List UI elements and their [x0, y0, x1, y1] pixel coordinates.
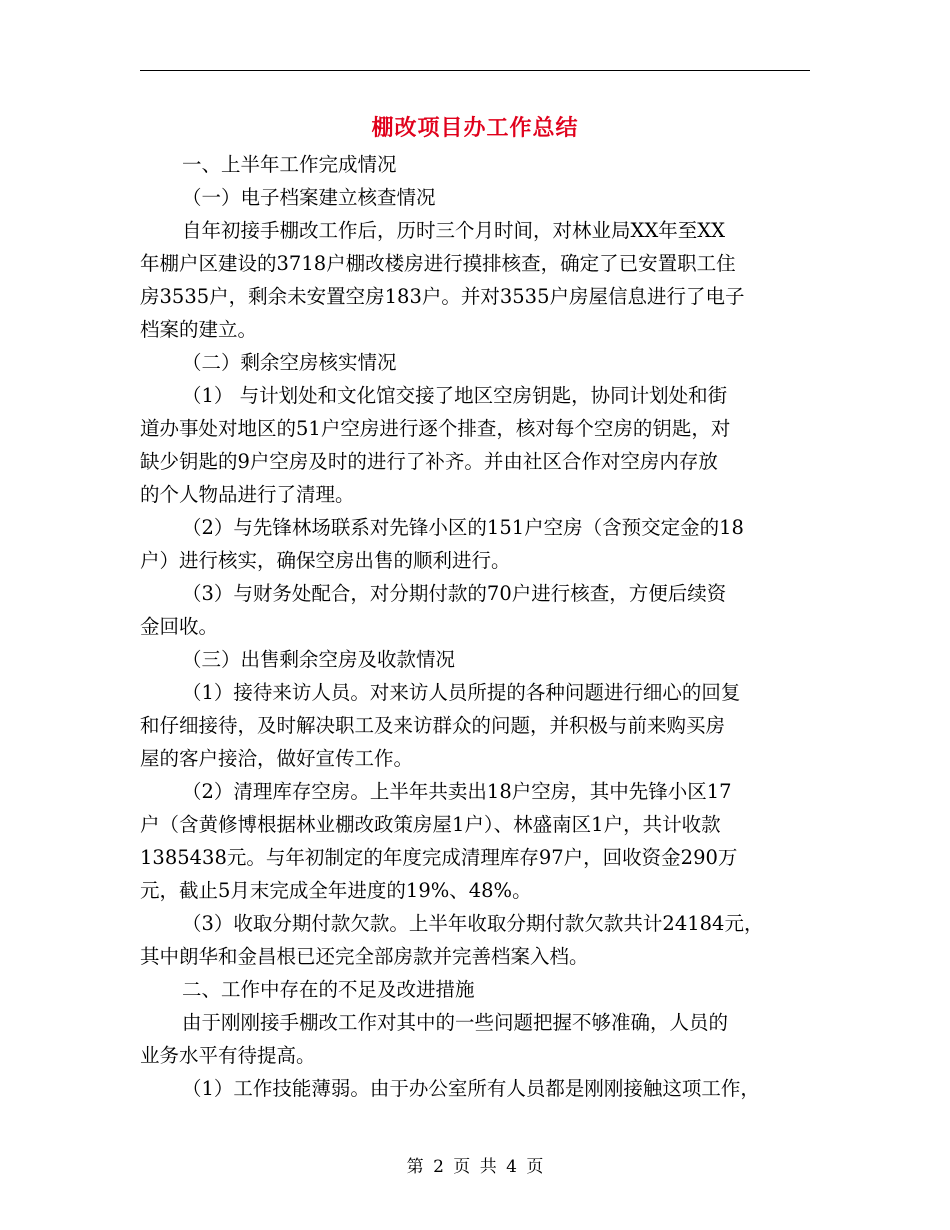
text-line: 户（含黄修博根据林业棚改政策房屋1户）、林盛南区1户，共计收款: [140, 813, 721, 836]
text-line: 缺少钥匙的9户空房及时的进行了补齐。并由社区合作对空房内存放: [140, 450, 718, 473]
text-line: 元，截止5月末完成全年进度的19%、48%。: [140, 879, 532, 902]
text-line: 自年初接手棚改工作后，历时三个月时间，对林业局XX年至XX: [182, 219, 726, 242]
text-line: 房3535户，剩余未安置空房183户。并对3535户房屋信息进行了电子: [140, 285, 745, 308]
text-line: 道办事处对地区的51户空房进行逐个排查，核对每个空房的钥匙，对: [140, 417, 731, 440]
document-title: 棚改项目办工作总结: [371, 116, 579, 141]
text-line: 户）进行核实，确保空房出售的顺利进行。: [140, 549, 511, 572]
text-line: （一）电子档案建立核查情况: [182, 186, 436, 209]
text-line: 其中朗华和金昌根已还完全部房款并完善档案入档。: [140, 945, 589, 968]
text-line: 二、工作中存在的不足及改进措施: [182, 978, 475, 1001]
page-footer: 第 2 页 共 4 页: [406, 1157, 544, 1177]
text-line: 档案的建立。: [140, 318, 258, 341]
text-line: （1）接待来访人员。对来访人员所提的各种问题进行细心的回复: [182, 681, 741, 704]
text-line: 年棚户区建设的3718户棚改楼房进行摸排核查，确定了已安置职工住: [140, 252, 736, 275]
text-line: 1385438元。与年初制定的年度完成清理库存97户，回收资金290万: [140, 846, 738, 869]
text-line: 业务水平有待提高。: [140, 1044, 316, 1067]
text-line: 金回收。: [140, 615, 219, 638]
header-rule: [140, 70, 810, 71]
text-line: （二）剩余空房核实情况: [182, 351, 397, 374]
text-line: （三）出售剩余空房及收款情况: [182, 648, 456, 671]
text-line: （2）与先锋林场联系对先锋小区的151户空房（含预交定金的18: [182, 516, 744, 539]
text-line: （3）收取分期付款欠款。上半年收取分期付款欠款共计24184元，: [182, 912, 764, 935]
text-line: （1）工作技能薄弱。由于办公室所有人员都是刚刚接触这项工作，: [182, 1077, 760, 1100]
text-line: （3）与财务处配合，对分期付款的70户进行核查，方便后续资: [182, 582, 727, 605]
document-body: [140, 148, 812, 1105]
text-line: 和仔细接待，及时解决职工及来访群众的问题，并积极与前来购买房: [140, 714, 726, 737]
text-line: 的个人物品进行了清理。: [140, 483, 355, 506]
text-line: （1） 与计划处和文化馆交接了地区空房钥匙，协同计划处和街: [182, 384, 728, 407]
text-line: 屋的客户接洽，做好宣传工作。: [140, 747, 414, 770]
text-line: 一、上半年工作完成情况: [182, 153, 397, 176]
text-line: 由于刚刚接手棚改工作对其中的一些问题把握不够准确，人员的: [182, 1011, 729, 1034]
text-line: （2）清理库存空房。上半年共卖出18户空房，其中先锋小区17: [182, 780, 732, 803]
